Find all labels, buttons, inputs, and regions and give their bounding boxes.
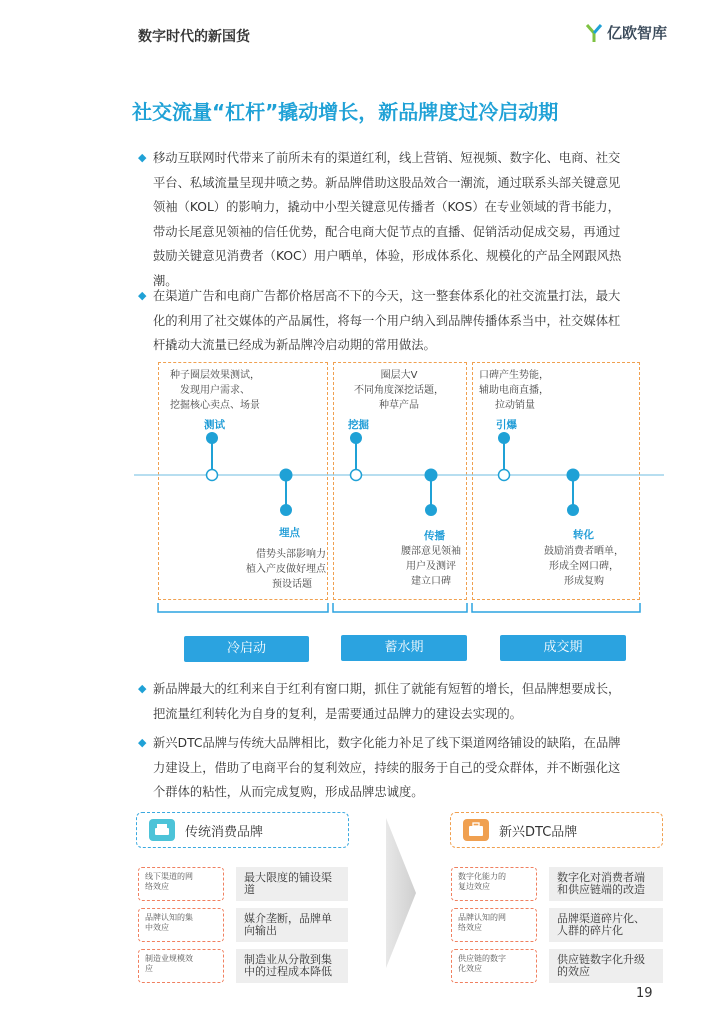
box-line: 数字化能力的 bbox=[458, 872, 506, 881]
box-line: 的效应 bbox=[557, 965, 590, 978]
header-title: 数字时代的新国货 bbox=[138, 29, 250, 45]
note-line: 圈层大V bbox=[380, 370, 418, 381]
note-line: 口碑产生势能， bbox=[479, 370, 549, 381]
box-line: 和供应链端的改造 bbox=[557, 883, 645, 896]
marker-dot bbox=[280, 469, 293, 482]
box-line: 媒介垄断，品牌单 bbox=[244, 912, 332, 925]
box-line: 线下渠道的网 bbox=[145, 872, 193, 881]
note-line: 不同角度深挖话题， bbox=[354, 385, 444, 396]
note-line: 形成全网口碑， bbox=[549, 561, 619, 572]
note-line: 植入产皮做好埋点 bbox=[246, 564, 326, 575]
box-line: 品牌认知的集 bbox=[145, 913, 193, 922]
growth-diagram bbox=[134, 360, 664, 665]
bottom-note-2 bbox=[396, 544, 466, 589]
box-line: 道 bbox=[244, 883, 255, 896]
stage-label-test: 测试 bbox=[204, 419, 225, 431]
stage-label-bury: 埋点 bbox=[279, 527, 300, 539]
paragraph-line: 化的利用了社交媒体的产品属性，将每一个用户纳入到品牌传播体系当中，社交媒体杠 bbox=[153, 313, 621, 328]
note-line: 种草产品 bbox=[379, 400, 419, 411]
stage-label-dig: 挖掘 bbox=[348, 419, 369, 431]
bottom-note-1 bbox=[238, 547, 326, 592]
dtc-right-box bbox=[549, 908, 663, 942]
note-line: 用户及测评 bbox=[406, 561, 456, 572]
box-line: 向输出 bbox=[244, 924, 277, 937]
box-line: 化效应 bbox=[458, 964, 482, 973]
paragraph-line: 在渠道广告和电商广告都价格居高不下的今天，这一整套体系化的社交流量打法，最大 bbox=[153, 289, 621, 303]
marker-dot bbox=[567, 469, 580, 482]
diamond-bullet-icon: ◆ bbox=[138, 736, 147, 749]
marker-dot-dig bbox=[350, 432, 362, 444]
note-line: 借势头部影响力 bbox=[256, 549, 326, 560]
marker-dot bbox=[425, 469, 438, 482]
marker-dot-ignite bbox=[498, 432, 510, 444]
page-number: 19 bbox=[636, 986, 653, 1001]
traditional-left-box bbox=[138, 908, 224, 942]
dtc-left-box bbox=[451, 949, 537, 983]
marker-dot-test bbox=[206, 432, 218, 444]
page-title: 社交流量“杠杆”撬动增长，新品牌度过冷启动期 bbox=[132, 100, 559, 124]
dtc-left-box bbox=[451, 867, 537, 901]
box-line: 人群的碎片化 bbox=[557, 924, 623, 937]
marker-ring bbox=[351, 470, 362, 481]
marker-dot-bury bbox=[280, 504, 292, 516]
diamond-bullet-icon: ◆ bbox=[138, 682, 147, 695]
box-line: 最大限度的铺设渠 bbox=[244, 871, 332, 884]
paragraph-line: 新品牌最大的红利来自于红利有窗口期，抓住了就能有短暂的增长，但品牌想要成长， bbox=[153, 682, 621, 696]
box-line: 品牌认知的网 bbox=[458, 913, 506, 922]
traditional-brand-header bbox=[136, 812, 349, 848]
dtc-brand-header bbox=[450, 812, 663, 848]
dtc-right-box bbox=[549, 949, 663, 983]
top-note-3 bbox=[479, 368, 549, 413]
traditional-left-box bbox=[138, 949, 224, 983]
box-line: 复边效应 bbox=[458, 882, 490, 891]
paragraph-4 bbox=[138, 731, 662, 805]
paragraph-line: 新兴DTC品牌与传统大品牌相比，数字化能力补足了线下渠道网络铺设的缺陷，在品牌 bbox=[153, 736, 621, 750]
logo-text: 亿欧智库 bbox=[607, 24, 668, 42]
brace bbox=[333, 603, 467, 612]
paragraph-line: 潮。 bbox=[153, 273, 178, 288]
box-line: 中的过程成本降低 bbox=[244, 965, 332, 978]
marker-ring bbox=[499, 470, 510, 481]
logo bbox=[585, 22, 667, 43]
paragraph-line: 移动互联网时代带来了前所未有的渠道红利，线上营销、短视频、数字化、电商、社交 bbox=[153, 151, 621, 165]
box-line: 应 bbox=[145, 964, 153, 973]
paragraph-line: 把流量红利转化为自身的复利，是需要通过品牌力的建设去实现的。 bbox=[153, 706, 522, 721]
bottom-note-3 bbox=[534, 544, 634, 589]
paragraph-1 bbox=[138, 146, 662, 293]
note-line: 腰部意见领袖 bbox=[401, 546, 461, 557]
note-line: 建立口碑 bbox=[411, 576, 451, 587]
paragraph-3 bbox=[138, 677, 662, 726]
note-line: 辅助电商直播， bbox=[479, 385, 549, 396]
brace bbox=[158, 603, 328, 612]
logo-icon bbox=[585, 23, 603, 43]
paragraph-line: 个群体的粘性，从而完成复购，形成品牌忠诚度。 bbox=[153, 785, 424, 799]
paragraph-line: 力建设上，借助了电商平台的复利效应，持续的服务于自己的受众群体，并不断强化这 bbox=[153, 760, 621, 775]
note-line: 形成复购 bbox=[564, 576, 604, 587]
phase-cold-start: 冷启动 bbox=[184, 636, 309, 662]
dtc-right-box bbox=[549, 867, 663, 901]
marker-ring bbox=[207, 470, 218, 481]
top-note-2 bbox=[334, 368, 464, 413]
phase-accumulation: 蓄水期 bbox=[341, 635, 467, 661]
diamond-bullet-icon: ◆ bbox=[138, 151, 147, 164]
note-line: 预设话题 bbox=[272, 579, 312, 590]
stage-label-ignite: 引爆 bbox=[496, 419, 517, 431]
box-line: 络效应 bbox=[458, 923, 482, 932]
right-arrow-icon bbox=[384, 818, 418, 968]
brace bbox=[472, 603, 640, 612]
box-line: 制造业从分散到集 bbox=[244, 953, 332, 966]
paragraph-line: 平台、私域流量呈现井喷之势。新品牌借助这股品效合一潮流，通过联系头部关键意见 bbox=[153, 175, 621, 190]
briefcase-icon bbox=[463, 819, 489, 841]
traditional-right-box bbox=[236, 908, 348, 942]
brand-name: 新兴DTC品牌 bbox=[499, 825, 578, 840]
box-line: 供应链数字化升级 bbox=[557, 953, 645, 966]
traditional-right-box bbox=[236, 867, 348, 901]
traditional-right-box bbox=[236, 949, 348, 983]
note-line: 鼓励消费者晒单， bbox=[544, 546, 624, 557]
paragraph-line: 带动长尾意见领袖的信任优势，配合电商大促节点的直播、促销活动促成交易，再通过 bbox=[153, 224, 621, 239]
traditional-left-box bbox=[138, 867, 224, 901]
dtc-left-box bbox=[451, 908, 537, 942]
note-line: 种子圈层效果测试， bbox=[170, 370, 260, 381]
box-line: 供应链的数字 bbox=[458, 954, 506, 963]
printer-icon bbox=[149, 819, 175, 841]
marker-dot-spread bbox=[425, 504, 437, 516]
paragraph-line: 领袖（KOL）的影响力，撬动中小型关键意见传播者（KOS）在专业领域的背书能力， bbox=[153, 200, 620, 214]
brand-name: 传统消费品牌 bbox=[185, 825, 264, 840]
stage-label-spread: 传播 bbox=[424, 530, 445, 542]
stage-label-convert: 转化 bbox=[573, 529, 594, 541]
diamond-bullet-icon: ◆ bbox=[138, 289, 147, 302]
phase-deal: 成交期 bbox=[500, 635, 626, 661]
note-line: 发现用户需求、 bbox=[180, 385, 250, 396]
box-line: 制造业规模效 bbox=[145, 954, 193, 963]
note-line: 拉动销量 bbox=[495, 400, 535, 411]
marker-dot-convert bbox=[567, 504, 579, 516]
box-line: 络效应 bbox=[145, 882, 169, 891]
paragraph-line: 鼓励关键意见消费者（KOC）用户晒单，体验，形成体系化、规模化的产品全网跟风热 bbox=[153, 249, 622, 263]
top-note-1 bbox=[170, 368, 260, 413]
note-line: 挖掘核心卖点、场景 bbox=[170, 400, 260, 411]
box-line: 中效应 bbox=[145, 923, 169, 932]
box-line: 品牌渠道碎片化、 bbox=[557, 912, 645, 925]
paragraph-2 bbox=[138, 284, 662, 358]
box-line: 数字化对消费者端 bbox=[557, 871, 645, 884]
paragraph-line: 杆撬动大流量已经成为新品牌冷启动期的常用做法。 bbox=[153, 338, 436, 352]
